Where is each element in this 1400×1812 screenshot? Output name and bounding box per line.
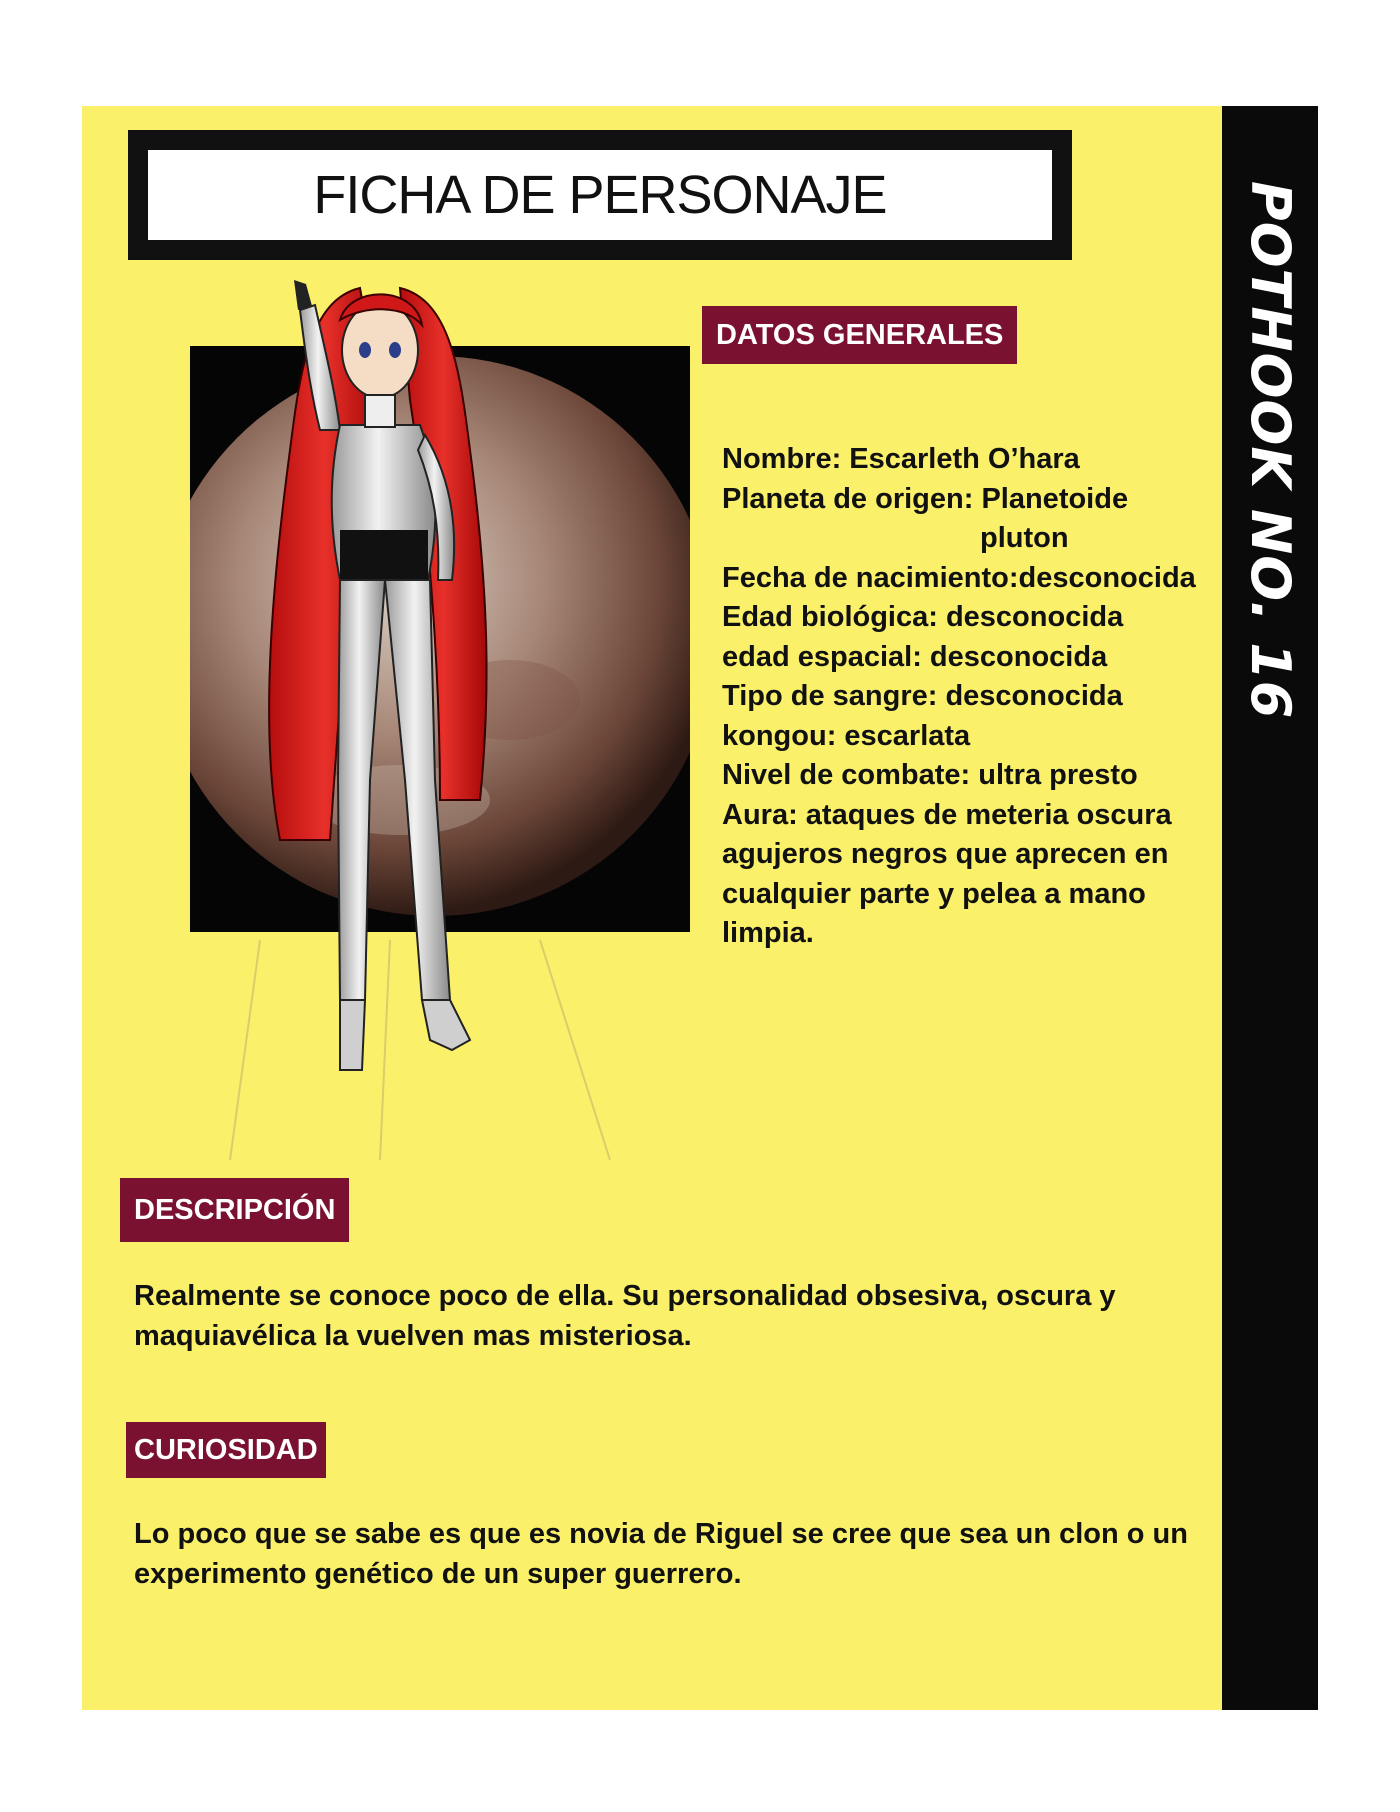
data-birthdate: Fecha de nacimiento:desconocida bbox=[722, 561, 1196, 594]
curiosity-text: Lo poco que se sabe es que es novia de Riguel se cree que sea un clon o un experimento genético de un super guerrero. bbox=[134, 1518, 1188, 1590]
data-bio-age: Edad biológica: desconocida bbox=[722, 601, 1124, 633]
character-illustration bbox=[190, 280, 710, 1160]
page-title: FICHA DE PERSONAJE bbox=[313, 165, 887, 225]
issue-label: POTHOOK NO. 16 bbox=[1239, 181, 1302, 720]
data-kongou: kongou: escarlata bbox=[722, 719, 971, 752]
section-heading-curiosidad: CURIOSIDAD bbox=[126, 1422, 326, 1478]
general-data-list bbox=[722, 440, 1202, 954]
title-frame bbox=[128, 130, 1072, 260]
data-origin: Planeta de origen: Planetoide bbox=[722, 482, 1129, 515]
section-heading-datos: DATOS GENERALES bbox=[702, 306, 1017, 364]
sidebar-band bbox=[1222, 106, 1318, 1710]
title-box-inner bbox=[148, 150, 1052, 240]
data-name: Nombre: Escarleth O’hara bbox=[722, 443, 1080, 475]
data-combat-level: Nivel de combate: ultra presto bbox=[722, 759, 1138, 791]
data-aura: Aura: ataques de meteria oscura agujeros negros que aprecen en cualquier parte y pelea a mano limpia. bbox=[722, 798, 1172, 949]
data-space-age: edad espacial: desconocida bbox=[722, 640, 1108, 673]
description-text: Realmente se conoce poco de ella. Su personalidad obsesiva, oscura y maquiavélica la vuelven mas misteriosa. bbox=[134, 1280, 1116, 1352]
data-blood-type: Tipo de sangre: desconocida bbox=[722, 680, 1123, 712]
section-heading-descripcion: DESCRIPCIÓN bbox=[120, 1178, 349, 1242]
head bbox=[342, 302, 418, 398]
data-origin-cont: pluton bbox=[980, 522, 1069, 554]
